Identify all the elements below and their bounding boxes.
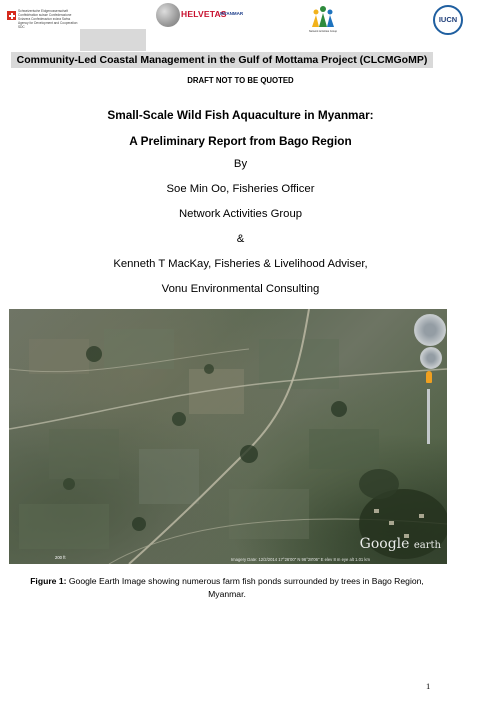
google-earth-logo-suffix: earth	[413, 540, 441, 551]
byline-by: By	[233, 158, 248, 170]
sdc-logo	[7, 9, 77, 39]
move-navigation-icon[interactable]	[420, 347, 442, 369]
google-earth-logo-word: Google	[359, 536, 410, 552]
project-banner: Community-Led Coastal Management in the Gulf of Mottama Project (CLCMGoMP)	[16, 54, 428, 66]
figure-caption	[14, 575, 440, 601]
look-navigation-icon[interactable]	[414, 314, 446, 346]
network-activities-logo	[307, 5, 339, 35]
report-title-line1: Small-Scale Wild Fish Aquaculture in Myanmar:	[107, 108, 374, 122]
sdc-logo-text: Schweizerische Eidgenossenschaft Confédération suisse Confederazione Svizzera Confederaziun svizra Swiss Agency for Development and Cooperation SDC	[18, 9, 78, 29]
people-icon	[307, 5, 339, 31]
page-number: 1	[426, 681, 431, 691]
imagery-info: Imagery Date: 12/2/2014 17°26'00" N 96°28'06" E elev 8 m eye alt 1.01 km	[231, 557, 370, 562]
google-earth-logo	[360, 536, 441, 552]
draft-notice: DRAFT NOT TO BE QUOTED	[187, 76, 294, 85]
author-1-org: Network Activities Group	[178, 208, 303, 220]
figure-caption-text: Google Earth Image showing numerous farm fish ponds surrounded by trees in Bago Region, Myanmar.	[66, 576, 424, 599]
author-1: Soe Min Oo, Fisheries Officer	[166, 183, 315, 195]
byline-ampersand: &	[236, 233, 245, 245]
globe-icon	[156, 3, 180, 27]
author-2: Kenneth T MacKay, Fisheries & Livelihood Adviser,	[113, 258, 368, 270]
author-2-org: Vonu Environmental Consulting	[161, 283, 320, 295]
iucn-logo	[433, 5, 463, 35]
network-logo-text: Network Activities Group	[308, 30, 338, 33]
helvetas-sub: MYANMAR	[220, 11, 244, 16]
figure-caption-label: Figure 1:	[30, 576, 67, 586]
header-shading-tab	[80, 29, 146, 51]
report-title-line2: A Preliminary Report from Bago Region	[129, 134, 352, 148]
map-scale: 200 ft	[55, 555, 66, 560]
swiss-flag-icon	[7, 11, 16, 20]
street-view-pegman-icon[interactable]	[426, 371, 432, 383]
helvetas-name: HELVETAS	[181, 9, 227, 19]
zoom-slider[interactable]	[427, 389, 430, 444]
satellite-terrain	[9, 309, 447, 564]
google-earth-satellite-image	[9, 309, 447, 564]
helvetas-logo	[156, 3, 248, 29]
iucn-label: IUCN	[438, 15, 458, 24]
